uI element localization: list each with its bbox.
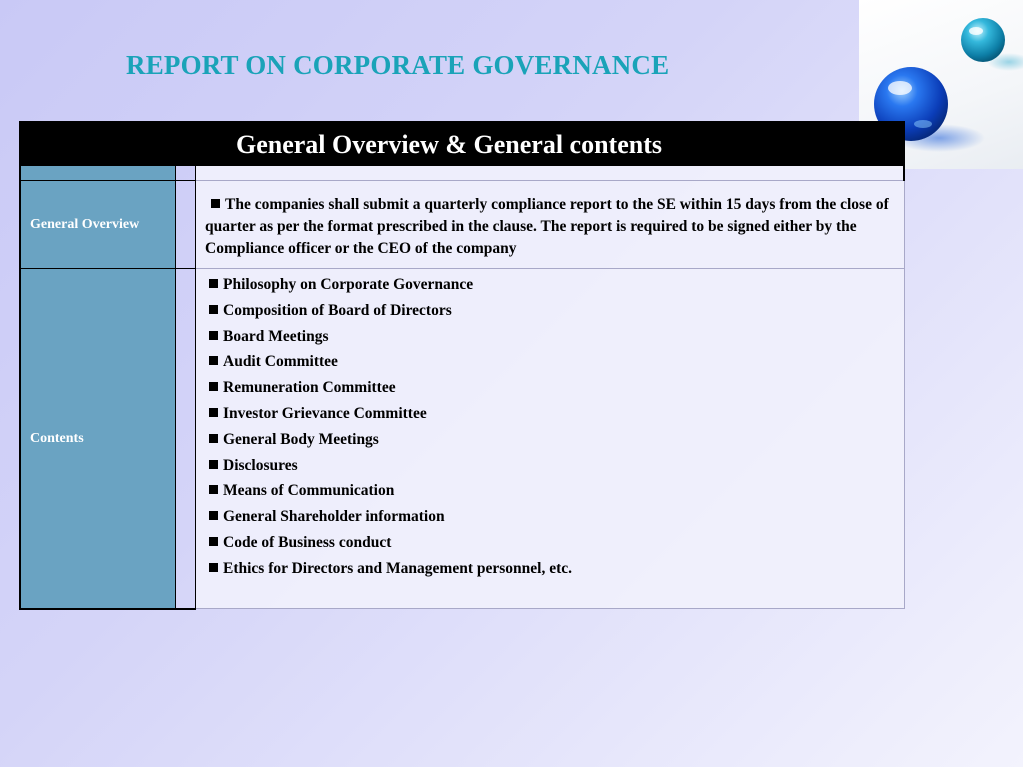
list-item-text: Means of Communication (223, 482, 395, 500)
square-bullet-icon (209, 382, 218, 391)
list-item-text: Disclosures (223, 456, 298, 474)
square-bullet-icon (209, 563, 218, 572)
governance-table (19, 121, 905, 610)
list-item (203, 480, 572, 506)
list-item-text: General Shareholder information (223, 508, 445, 526)
list-item (203, 326, 572, 352)
square-bullet-icon (209, 485, 218, 494)
list-item (203, 377, 572, 403)
list-item-text: Audit Committee (223, 353, 338, 371)
list-item-text: Investor Grievance Committee (223, 404, 427, 422)
list-item (203, 403, 572, 429)
table-header (19, 121, 905, 166)
square-bullet-icon (209, 331, 218, 340)
list-item (203, 274, 572, 300)
row-divider (196, 268, 905, 269)
list-item-text: Ethics for Directors and Management personnel, etc. (223, 559, 572, 577)
square-bullet-icon (209, 434, 218, 443)
list-item-text: Code of Business conduct (223, 533, 392, 551)
list-item (203, 429, 572, 455)
list-item (203, 351, 572, 377)
list-item (203, 558, 572, 584)
square-bullet-icon (209, 408, 218, 417)
slide-title: REPORT ON CORPORATE GOVERNANCE (126, 50, 670, 80)
contents-list (203, 274, 572, 584)
header-border (903, 166, 905, 181)
spacer-column (175, 166, 196, 610)
overview-paragraph (205, 194, 901, 260)
list-item (203, 455, 572, 481)
list-item-text: Composition of Board of Directors (223, 301, 452, 319)
square-bullet-icon (209, 356, 218, 365)
row-divider (19, 180, 196, 181)
row-divider (19, 268, 196, 269)
list-item-text: Remuneration Committee (223, 379, 396, 397)
list-item (203, 532, 572, 558)
overview-text: The companies shall submit a quarterly compliance report to the SE within 15 days from the close of quarter as per the format prescribed in the clause. The report is required to be signed either by the Compliance officer or the CEO of the company (205, 196, 889, 257)
square-bullet-icon (209, 511, 218, 520)
list-item-text: General Body Meetings (223, 430, 379, 448)
header-spacer-row (196, 166, 905, 181)
table-header-text: General Overview & General contents (236, 130, 662, 159)
row-label-general-overview: General Overview (30, 217, 140, 232)
row-label-contents: Contents (30, 431, 84, 446)
list-item (203, 300, 572, 326)
square-bullet-icon (209, 537, 218, 546)
square-bullet-icon (209, 460, 218, 469)
square-bullet-icon (209, 279, 218, 288)
list-item (203, 506, 572, 532)
list-item-text: Philosophy on Corporate Governance (223, 276, 474, 293)
list-item-text: Board Meetings (223, 327, 329, 345)
square-bullet-icon (211, 199, 220, 208)
square-bullet-icon (209, 305, 218, 314)
